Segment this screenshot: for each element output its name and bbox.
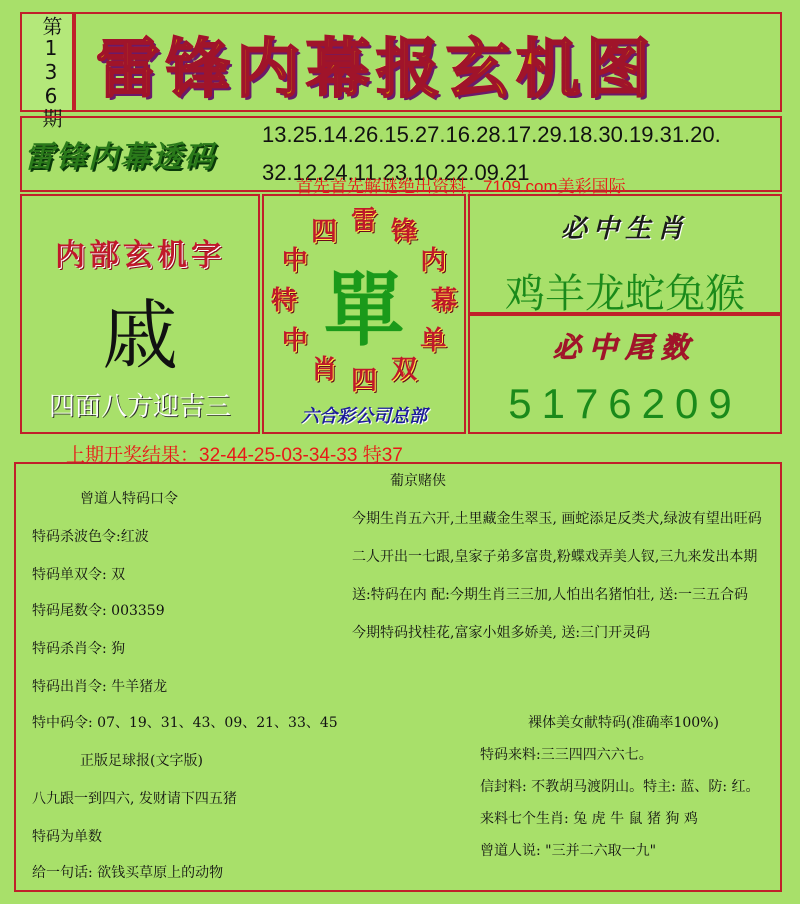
bl-line: 给一句话: 欲钱买草原上的动物 (32, 865, 224, 881)
ring-character: 肖 (311, 355, 338, 386)
zodiac-heading: 必中生肖 (560, 214, 689, 244)
zodiac-list: 鸡羊龙蛇兔猴 (505, 271, 745, 317)
page-title: 雷锋内幕报玄机图 (96, 32, 656, 107)
br-line: 来料七个生肖: 兔 虎 牛 鼠 猪 狗 鸡 (480, 811, 698, 827)
br-line: 二人开出一七跟,皇家子弟多富贵,粉蝶戏弄美人钗,三九来发出本期 (352, 549, 758, 565)
br-line: 曾道人说: "三并二六取一九" (480, 843, 657, 859)
bl-line: 特码为单数 (32, 829, 102, 845)
site-label: 雷锋内幕透码 (24, 140, 216, 175)
bl-line: 特中码令: 07、19、31、43、09、21、33、45 (32, 715, 338, 731)
last-result: 上期开奖结果：32-44-25-03-34-33 特37 (66, 445, 403, 466)
ring-character: 特 (271, 286, 298, 316)
ring-character: 中 (281, 326, 308, 356)
bl-section1-title: 曾道人特码口令 (80, 491, 178, 507)
br-section1-title: 葡京赌侠 (390, 473, 446, 489)
tail-heading: 必中尾数 (552, 331, 697, 364)
main-character: 單 (324, 263, 404, 357)
ring-character: 四 (351, 366, 378, 396)
tail-digits: 5176209 (508, 380, 742, 427)
ring-character: 中 (281, 246, 308, 276)
bl-line: 特码单双令: 双 (32, 567, 126, 583)
bl-line: 八九跟一到四六, 发财请下四五猪 (32, 791, 237, 807)
ring-character: 双 (391, 355, 418, 386)
bl-section2-title: 正版足球报(文字版) (80, 753, 203, 769)
br-section2-title: 裸体美女献特码(准确率100%) (528, 715, 719, 731)
ring-character: 锋 (391, 216, 418, 247)
bl-line: 特码出肖令: 牛羊猪龙 (32, 679, 168, 695)
ring-character: 内 (420, 246, 447, 276)
number-line-1: 13.25.14.26.15.27.16.28.17.29.18.30.19.31.20. (262, 122, 721, 147)
bl-line: 特码杀肖令: 狗 (32, 641, 126, 657)
company-label: 六合彩公司总部 (301, 406, 427, 427)
hidden-character-phrase: 四面八方迎吉三 (48, 392, 231, 422)
issue-number: 第136期 (39, 16, 63, 128)
ring-character: 单 (420, 326, 447, 356)
br-line: 今期特码找桂花,富家小姐多娇美, 送:三门开灵码 (352, 625, 651, 641)
br-line: 信封料: 不教胡马渡阴山。特主: 蓝、防: 红。 (480, 779, 760, 795)
bl-line: 特码杀波色令:红波 (32, 529, 149, 545)
hidden-character: 戚 (102, 291, 178, 380)
ring-character: 雷 (351, 206, 378, 236)
br-line: 今期生肖五六开,土里藏金生翠玉, 画蛇添足反类犬,绿波有望出旺码 (352, 511, 762, 527)
br-line: 送:特码在内 配:今期生肖三三加,人怕出名猪怕壮, 送:一三五合码 (352, 587, 748, 603)
hidden-character-heading: 内部玄机字 (55, 238, 225, 273)
bl-line: 特码尾数令: 003359 (32, 603, 165, 619)
ad-text[interactable]: 首先首先解谜绝出资料，7109.com美彩国际 (296, 177, 626, 196)
number-line-2: 32.12.24.11.23.10.22.09.21 (262, 160, 530, 185)
ring-character: 四 (311, 216, 338, 247)
br-line: 特码来料:三三四四六六七。 (480, 747, 653, 763)
ring-character: 幕 (431, 286, 458, 316)
